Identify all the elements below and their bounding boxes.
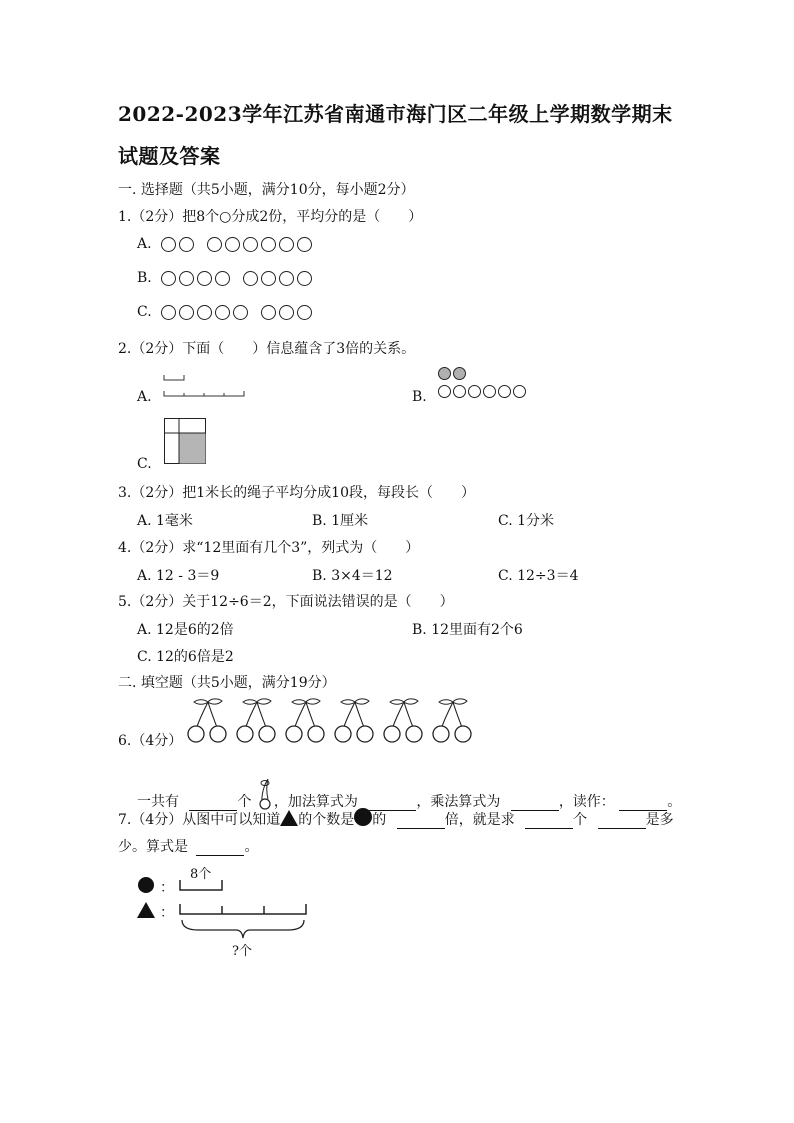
- circle-icon: [261, 271, 276, 286]
- circle-icon: [483, 385, 496, 398]
- cherry-pair-icon: [186, 698, 230, 744]
- circle-icon: [179, 237, 194, 252]
- q2-option-c-label[interactable]: C.: [137, 456, 152, 472]
- q3-stem: 3.（2分）把1米长的绳子平均分成10段，每段长（ ）: [118, 485, 475, 501]
- circle-icon: [297, 237, 312, 252]
- section-fill-heading: 二. 填空题（共5小题，满分19分）: [118, 675, 336, 691]
- circle-icon: [161, 305, 176, 320]
- q7-text-d: 倍，就是求: [444, 812, 515, 828]
- q1-option-a-label: A.: [137, 236, 152, 252]
- q2-option-b-label[interactable]: B.: [412, 389, 427, 405]
- q5-stem: 5.（2分）关于12÷6＝2，下面说法错误的是（ ）: [118, 594, 454, 610]
- circle-icon: [197, 271, 212, 286]
- q7-triangle-legend-icon: [137, 901, 157, 921]
- q7-circle-segment: [178, 878, 228, 892]
- q1-option-b[interactable]: [137, 270, 315, 286]
- q1-option-c[interactable]: [137, 304, 315, 320]
- q3-option-b[interactable]: B. 1厘米: [312, 513, 369, 529]
- section-choice-heading: 一. 选择题（共5小题，满分10分，每小题2分）: [118, 182, 415, 198]
- q1-option-c-circles: [161, 304, 315, 320]
- q4-stem: 4.（2分）求“12里面有几个3”，列式为（ ）: [118, 540, 420, 556]
- circle-icon: [161, 271, 176, 286]
- q1-stem: 1.（2分）把8个○分成2份，平均分的是（ ）: [118, 209, 423, 225]
- q5-option-b[interactable]: B. 12里面有2个6: [412, 622, 523, 638]
- q6-text-multiplication: ，乘法算式为: [416, 794, 501, 810]
- circle-icon: [243, 237, 258, 252]
- cherry-small-icon: [256, 777, 274, 811]
- q1-option-b-circles: [161, 270, 315, 286]
- circle-icon: [453, 385, 466, 398]
- doc-title-line2: 试题及答案: [118, 144, 221, 168]
- circle-icon: [215, 271, 230, 286]
- q7-colon-triangle: ：: [160, 905, 174, 921]
- cherry-pair-icon: [382, 698, 426, 744]
- circle-icon: [354, 808, 372, 826]
- q7-bottom-label: ?个: [232, 944, 252, 959]
- q1-option-c-label: C.: [137, 304, 152, 320]
- circle-icon: [261, 305, 276, 320]
- q6-text-addition: ，加法算式为: [273, 794, 358, 810]
- q7-line2: [118, 836, 258, 856]
- circle-icon: [261, 237, 276, 252]
- q7-line1: [118, 808, 674, 829]
- circle-icon: [215, 305, 230, 320]
- q1-option-b-label: B.: [137, 270, 152, 286]
- q3-option-a[interactable]: A. 1毫米: [137, 513, 193, 529]
- triangle-icon: [280, 810, 298, 826]
- q6-text-total: 一共有: [137, 794, 179, 810]
- q7-colon-circle: ：: [160, 880, 174, 896]
- q7-text-g: 少。算式是: [118, 839, 188, 855]
- q7-triangle-segments: [178, 902, 314, 942]
- cherry-pair-icon: [333, 698, 377, 744]
- q7-text-e: 个: [573, 812, 588, 828]
- circle-icon: [513, 385, 526, 398]
- q6-text-end: 。: [667, 794, 682, 810]
- q1-option-a-circles: [161, 236, 315, 252]
- circle-icon: [233, 305, 248, 320]
- shaded-circle-icon: [438, 367, 451, 380]
- q7-blank-multiple[interactable]: [397, 814, 445, 829]
- q7-text-b: 的个数是: [298, 812, 355, 828]
- q7-text-c: 的: [372, 812, 387, 828]
- q1-option-a[interactable]: [137, 236, 315, 252]
- q4-option-a[interactable]: A. 12 - 3＝9: [137, 568, 220, 584]
- q2-option-b-plain-circles: [438, 383, 528, 399]
- circle-icon: [197, 305, 212, 320]
- q6-text-read: ，读作：: [558, 794, 615, 810]
- circle-icon: [179, 271, 194, 286]
- cherry-pair-icon: [431, 698, 475, 744]
- q6-text-unit: 个: [237, 794, 252, 810]
- q5-option-a[interactable]: A. 12是6的2倍: [137, 622, 234, 638]
- q4-option-c[interactable]: C. 12÷3＝4: [498, 568, 579, 584]
- q7-blank-formula[interactable]: [196, 841, 244, 856]
- q2-option-b-shaded-circles: [438, 365, 468, 381]
- circle-icon: [279, 271, 294, 286]
- circle-icon: [243, 271, 258, 286]
- circle-icon: [225, 237, 240, 252]
- q6-fill-line: [137, 777, 681, 811]
- q7-text-f: 是多: [645, 812, 674, 828]
- q7-top-label: 8个: [190, 867, 212, 882]
- q7-text-a: 7.（4分）从图中可以知道: [118, 812, 281, 828]
- q3-option-c[interactable]: C. 1分米: [498, 513, 555, 529]
- circle-icon: [297, 305, 312, 320]
- q2-option-c-grid-diagram: [164, 418, 208, 466]
- q7-blank-times[interactable]: [525, 814, 573, 829]
- q7-circle-legend-icon: [137, 876, 157, 896]
- q2-option-a-segment-diagram: [160, 372, 250, 400]
- q7-text-h: 。: [244, 839, 259, 855]
- cherry-pair-icon: [284, 698, 328, 744]
- circle-icon: [297, 271, 312, 286]
- q4-option-b[interactable]: B. 3×4＝12: [312, 568, 393, 584]
- shaded-circle-icon: [453, 367, 466, 380]
- q2-option-a-label[interactable]: A.: [137, 389, 152, 405]
- circle-icon: [279, 237, 294, 252]
- q6-cherry-row: [186, 698, 480, 748]
- cherry-pair-icon: [235, 698, 279, 744]
- q5-option-c[interactable]: C. 12的6倍是2: [137, 649, 234, 665]
- circle-icon: [468, 385, 481, 398]
- q2-stem: 2.（2分）下面（ ）信息蕴含了3倍的关系。: [118, 341, 416, 357]
- circle-icon: [207, 237, 222, 252]
- circle-icon: [279, 305, 294, 320]
- doc-title-line1: 2022-2023学年江苏省南通市海门区二年级上学期数学期末: [118, 102, 673, 126]
- q7-blank-what[interactable]: [598, 814, 646, 829]
- circle-icon: [438, 385, 451, 398]
- q6-label: 6.（4分）: [118, 733, 183, 749]
- circle-icon: [161, 237, 176, 252]
- circle-icon: [179, 305, 194, 320]
- circle-icon: [498, 385, 511, 398]
